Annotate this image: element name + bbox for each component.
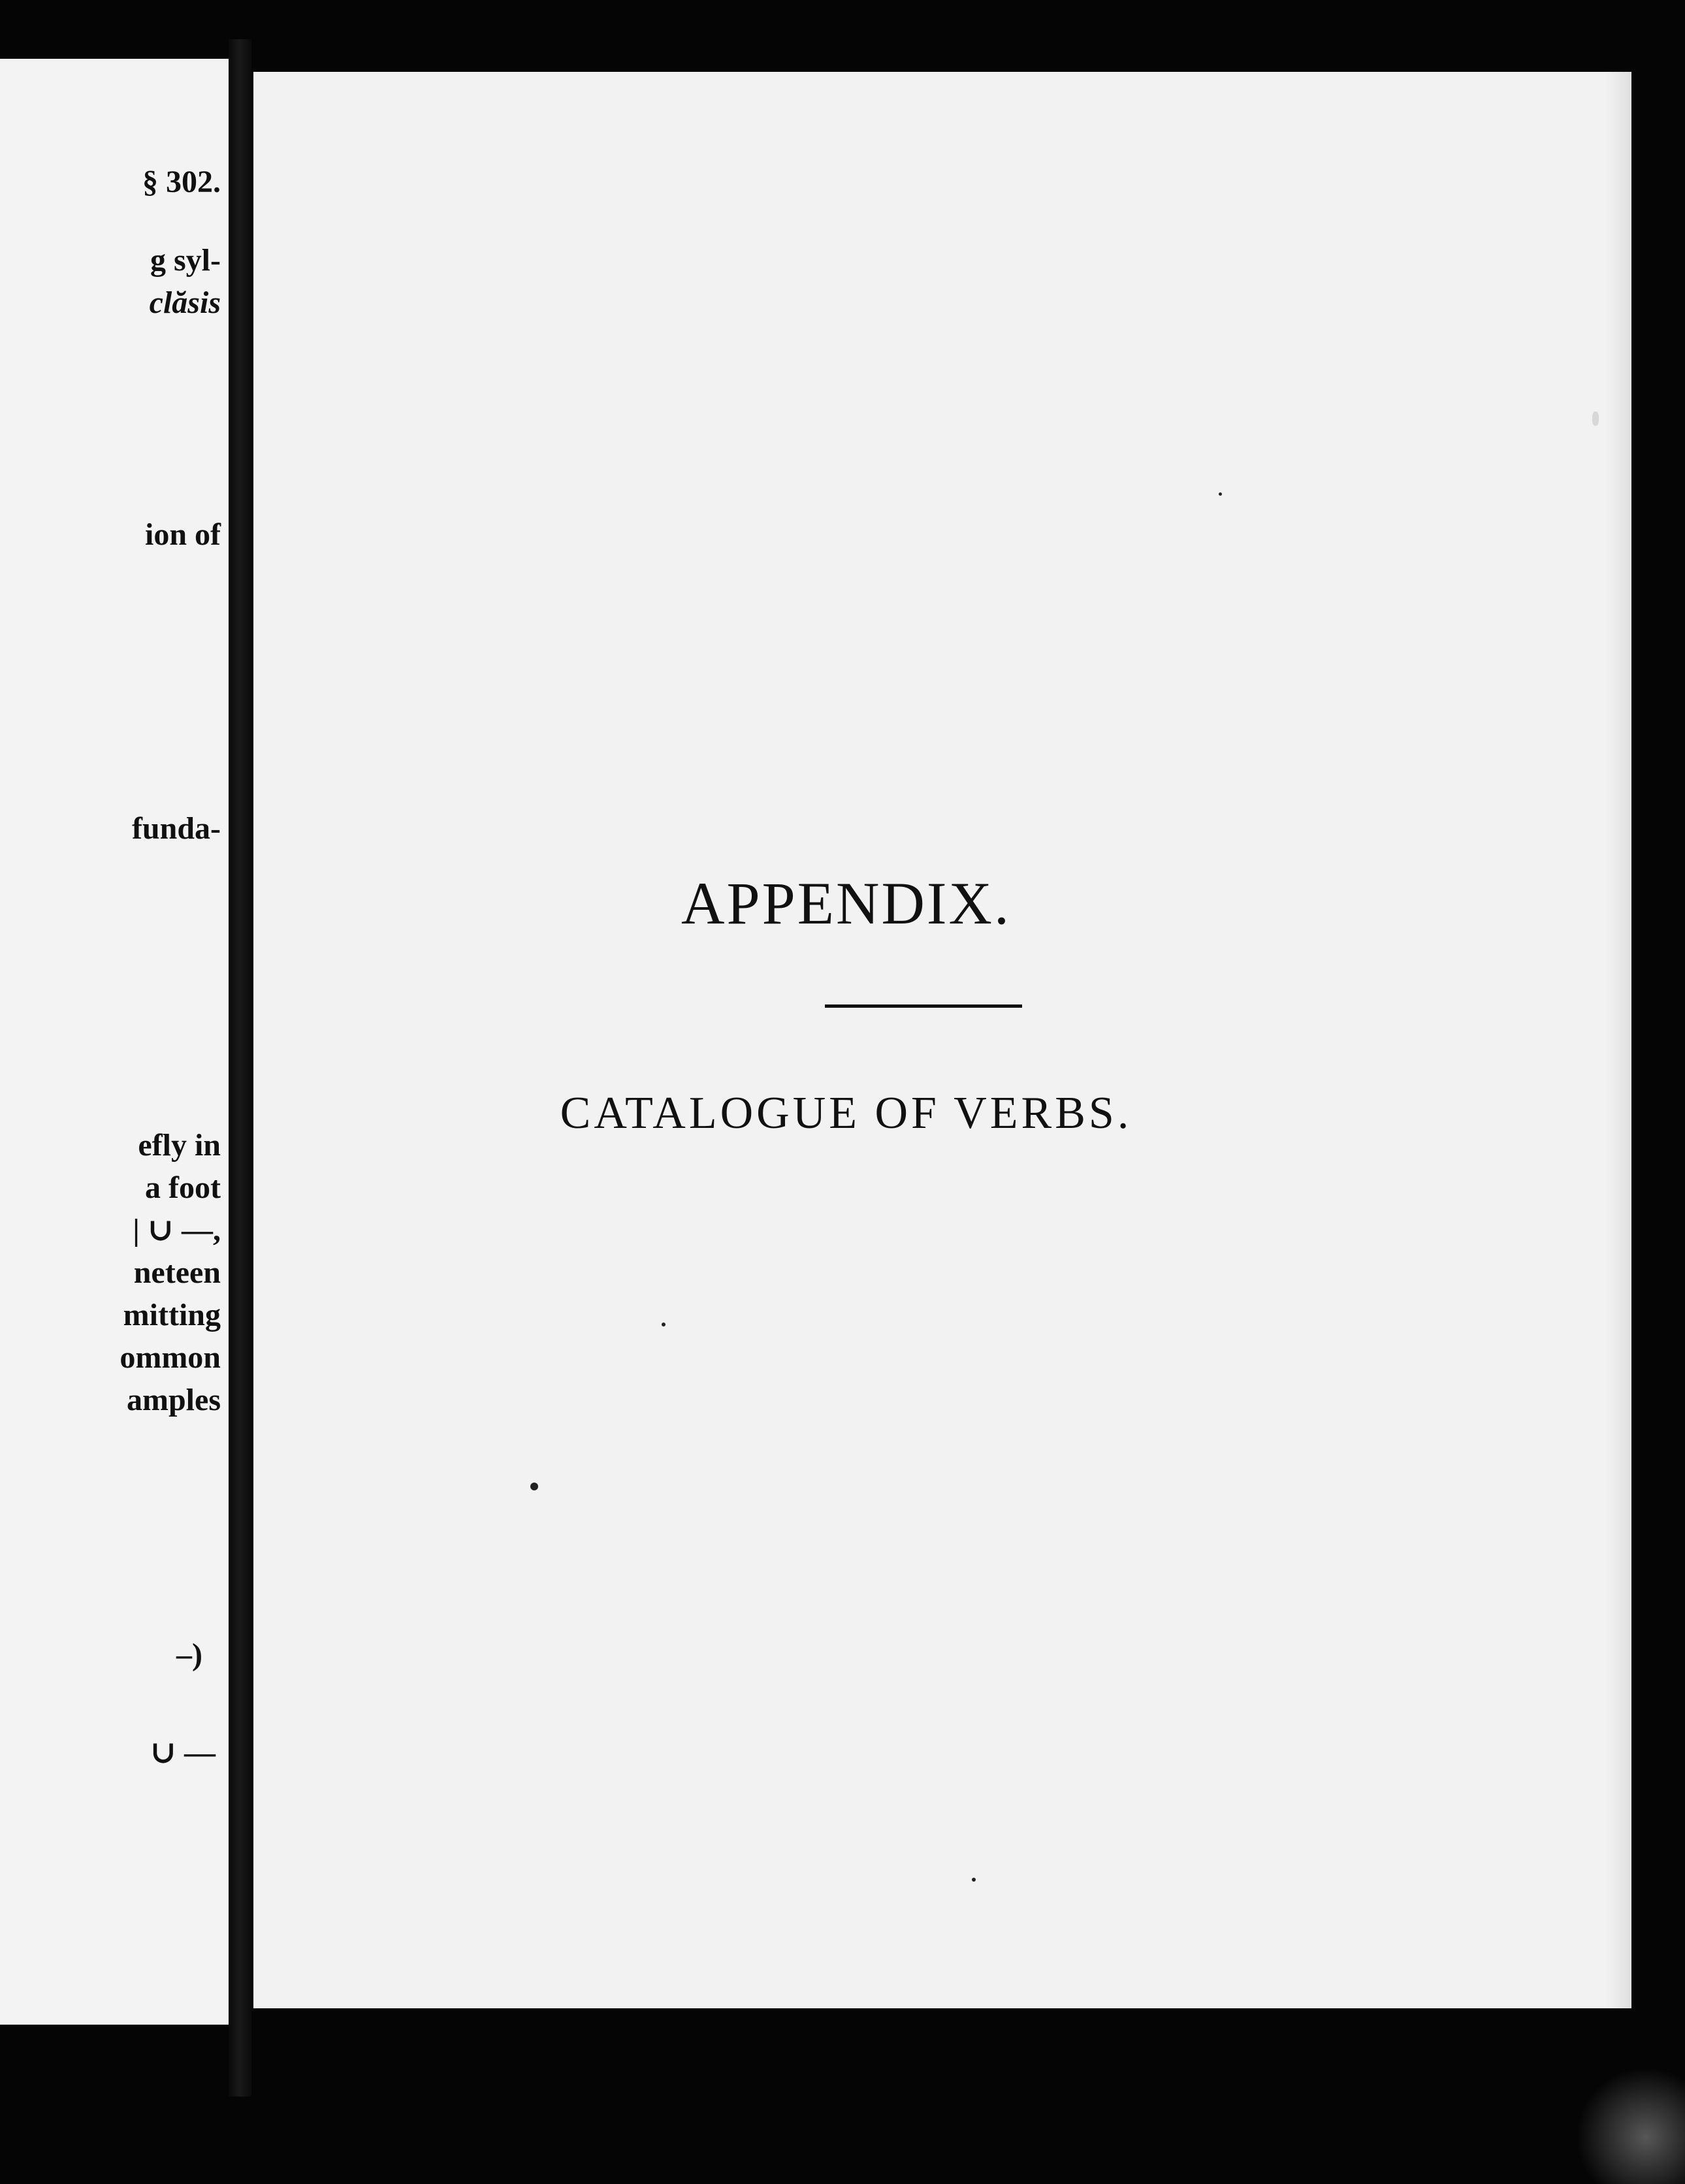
section-reference: § 302. [142,165,221,199]
left-text-line: amples [127,1383,221,1417]
left-text-line: ion of [144,517,221,552]
left-text-line: neteen [133,1255,221,1290]
page-subtitle: CATALOGUE OF VERBS. [560,1088,1132,1138]
left-text-line: a foot [145,1170,221,1205]
paper-speck [662,1323,666,1326]
left-text-line: | ∪ —, [133,1213,221,1247]
page-title: APPENDIX. [681,870,1011,937]
left-page [0,59,229,2025]
paper-speck [1219,492,1222,496]
scan-edge-noise [1554,2066,1685,2184]
right-page [253,72,1631,2008]
title-divider-rule [825,1004,1022,1008]
left-text-line: g syl- [150,243,221,278]
left-text-line: –) [176,1637,202,1672]
left-text-line: efly in [138,1128,221,1163]
left-text-line: mitting [123,1298,221,1332]
book-spine-gutter [229,39,251,2096]
left-text-line: ommon [120,1340,221,1375]
paper-speck [530,1483,538,1490]
left-text-line: funda- [131,811,221,846]
left-text-line: ∪ — [150,1735,216,1770]
page-edge-shadow [1605,72,1631,2008]
paper-speck [972,1878,976,1882]
left-text-line: clăsis [149,285,221,320]
paper-speck [1592,411,1599,426]
